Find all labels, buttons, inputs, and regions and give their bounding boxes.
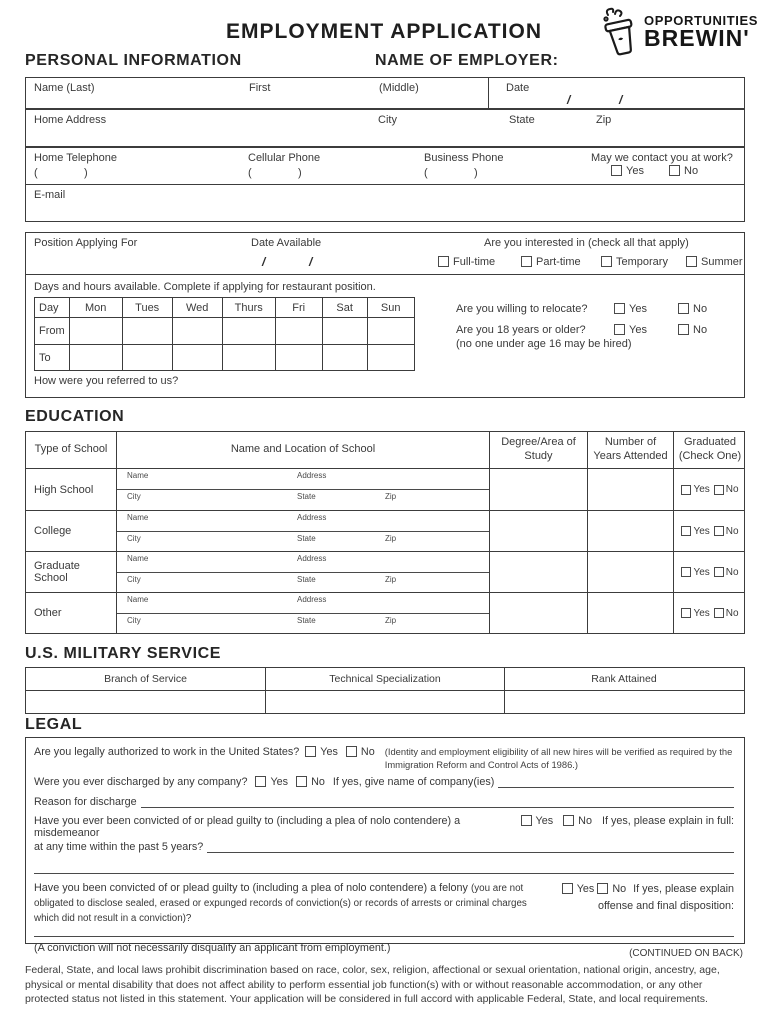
to-row-label: To bbox=[35, 345, 70, 371]
conviction-note: (A conviction will not necessarily disqualify an applicant from employment.) bbox=[34, 941, 391, 954]
hours-cell[interactable] bbox=[275, 345, 322, 371]
state-sublabel: State bbox=[297, 534, 316, 543]
section-heading-employer: NAME OF EMPLOYER: bbox=[375, 52, 559, 69]
avail-slash-1: / bbox=[262, 255, 266, 269]
hours-cell[interactable] bbox=[122, 345, 172, 371]
age18-yes: Yes bbox=[614, 324, 678, 336]
graduated-cell bbox=[673, 593, 746, 633]
graduated-cell bbox=[673, 511, 746, 551]
years-attended-header: Number of Years Attended bbox=[587, 432, 673, 468]
military-table bbox=[25, 667, 745, 714]
reason-label: Reason for discharge bbox=[34, 796, 137, 809]
zip-sublabel: Zip bbox=[385, 616, 397, 625]
days-header-row bbox=[35, 298, 415, 318]
grad-no-label: No bbox=[725, 566, 739, 578]
checkbox-relocate-no[interactable] bbox=[678, 303, 689, 314]
home-phone-paren-open: ( bbox=[34, 167, 38, 179]
grad-yes-label: Yes bbox=[693, 607, 710, 619]
felony-question bbox=[34, 881, 734, 926]
degree-cell[interactable] bbox=[489, 552, 587, 592]
education-row-other bbox=[26, 592, 744, 633]
school-name-location-cell[interactable] bbox=[116, 552, 489, 592]
checkbox-grad-no[interactable] bbox=[714, 485, 724, 495]
zip-sublabel: Zip bbox=[385, 492, 397, 501]
state-sublabel: State bbox=[297, 492, 316, 501]
zip-sublabel: Zip bbox=[385, 534, 397, 543]
relocate-question bbox=[456, 303, 707, 315]
checkbox-grad-yes[interactable] bbox=[681, 526, 691, 536]
name-sublabel: Name bbox=[127, 595, 149, 604]
contact-at-work-label: May we contact you at work? bbox=[591, 152, 733, 164]
felony-answers bbox=[556, 881, 734, 926]
email-row[interactable] bbox=[26, 185, 744, 221]
wed-col-header: Wed bbox=[172, 298, 222, 318]
authorized-yes: Yes bbox=[305, 745, 338, 758]
technical-specialization-header: Technical Specialization bbox=[265, 668, 504, 690]
age18-no: No bbox=[678, 324, 707, 336]
address-row[interactable] bbox=[26, 110, 744, 148]
felony-followup-2: offense and final disposition: bbox=[597, 899, 734, 912]
discharged-label: Were you ever discharged by any company? bbox=[34, 776, 248, 789]
misdemeanor-line1: Have you ever been convicted of or plead guilty to (including a plea of nolo contendere) a misdemeanor bbox=[34, 815, 461, 840]
education-row-college bbox=[26, 510, 744, 551]
business-phone-paren-close: ) bbox=[474, 167, 478, 179]
tues-col-header: Tues bbox=[122, 298, 172, 318]
cell-phone-paren-close: ) bbox=[298, 167, 302, 179]
graduated-header: Graduated (Check One) bbox=[673, 432, 746, 468]
state-sublabel: State bbox=[297, 616, 316, 625]
checkbox-authorized-no[interactable] bbox=[346, 746, 357, 757]
discharged-no: No bbox=[296, 776, 325, 788]
address-sublabel: Address bbox=[297, 471, 327, 480]
hours-from-row bbox=[35, 318, 415, 345]
relocate-label: Are you willing to relocate? bbox=[456, 303, 588, 315]
name-sublabel: Name bbox=[127, 471, 149, 480]
checkbox-grad-no[interactable] bbox=[714, 567, 724, 577]
checkbox-authorized-yes[interactable] bbox=[305, 746, 316, 757]
logo-line1: OPPORTUNITIES bbox=[644, 12, 758, 28]
misdemeanor-line2: at any time within the past 5 years? bbox=[34, 841, 204, 854]
grad-yes-label: Yes bbox=[693, 484, 710, 495]
days-hours-table bbox=[34, 297, 415, 371]
degree-header: Degree/Area of Study bbox=[489, 432, 587, 468]
first-name-label: First bbox=[249, 82, 271, 94]
phones-row[interactable] bbox=[26, 148, 744, 185]
section-heading-education: EDUCATION bbox=[25, 408, 125, 425]
name-address-subrow[interactable] bbox=[117, 593, 489, 613]
grad-no-label: No bbox=[725, 525, 739, 537]
logo-line2: BREWIN' bbox=[644, 24, 750, 51]
position-section bbox=[25, 232, 745, 398]
misdemeanor-no: No bbox=[563, 815, 592, 827]
school-name-location-cell[interactable] bbox=[116, 469, 489, 510]
address-sublabel: Address bbox=[297, 595, 327, 604]
city-label: City bbox=[378, 114, 397, 126]
day-col-header: Day bbox=[35, 298, 70, 318]
hours-cell[interactable] bbox=[322, 318, 367, 345]
company-logo bbox=[600, 6, 758, 58]
cell-phone-paren-open: ( bbox=[248, 167, 252, 179]
education-row-highschool bbox=[26, 469, 744, 510]
avail-slash-2: / bbox=[309, 255, 313, 269]
checkbox-parttime[interactable] bbox=[521, 256, 532, 267]
military-header-row bbox=[26, 668, 744, 691]
thurs-col-header: Thurs bbox=[222, 298, 275, 318]
checkbox-discharged-yes[interactable] bbox=[255, 776, 266, 787]
school-type-label: Graduate School bbox=[34, 560, 80, 584]
middle-name-label: (Middle) bbox=[379, 82, 419, 94]
checkbox-misdemeanor-no[interactable] bbox=[563, 815, 574, 826]
position-row[interactable] bbox=[26, 233, 744, 275]
name-address-subrow[interactable] bbox=[117, 469, 489, 489]
name-address-subrow[interactable] bbox=[117, 511, 489, 531]
fri-col-header: Fri bbox=[275, 298, 322, 318]
state-label: State bbox=[509, 114, 535, 126]
mon-col-header: Mon bbox=[69, 298, 122, 318]
misdemeanor-yes: Yes bbox=[521, 815, 554, 827]
section-heading-personal: PERSONAL INFORMATION bbox=[25, 52, 242, 69]
hours-cell[interactable] bbox=[122, 318, 172, 345]
checkbox-grad-no[interactable] bbox=[714, 526, 724, 536]
education-row-graduate bbox=[26, 551, 744, 592]
degree-cell[interactable] bbox=[489, 593, 587, 633]
sun-col-header: Sun bbox=[367, 298, 414, 318]
graduated-cell bbox=[673, 552, 746, 592]
eeo-disclaimer: Federal, State, and local laws prohibit discrimination based on race, color, sex, religion, affectional or sexual orientation, national origin, ancestry, age, physical or mental disability that does not affect ability to perform essential job function(s) with or without reasonable accommodation, or any other protected status not listed in this statement. Your application will be considered in full accord with applicable Federal, State, and local requirements. bbox=[25, 964, 720, 1006]
business-phone-label: Business Phone bbox=[424, 152, 504, 164]
checkbox-grad-yes[interactable] bbox=[681, 608, 691, 618]
hours-cell[interactable] bbox=[322, 345, 367, 371]
city-sublabel: City bbox=[127, 575, 141, 584]
city-state-zip-subrow[interactable] bbox=[117, 613, 489, 632]
personal-info-table bbox=[25, 77, 745, 222]
logo-text bbox=[644, 13, 758, 52]
grad-yes-label: Yes bbox=[693, 525, 710, 537]
age-question bbox=[456, 324, 707, 336]
home-telephone-label: Home Telephone bbox=[34, 152, 117, 164]
days-hours-note: Days and hours available. Complete if applying for restaurant position. bbox=[34, 281, 376, 293]
branch-cell[interactable] bbox=[26, 691, 265, 713]
continued-on-back: (CONTINUED ON BACK) bbox=[629, 948, 743, 959]
misdemeanor-answers bbox=[521, 815, 734, 827]
graduated-cell bbox=[673, 469, 746, 510]
interest-parttime: Part-time bbox=[521, 256, 581, 268]
checkbox-age18-yes[interactable] bbox=[614, 324, 625, 335]
position-questions bbox=[456, 303, 707, 350]
contact-at-work-no: No bbox=[669, 165, 698, 177]
from-row-label: From bbox=[35, 318, 70, 345]
reason-line[interactable] bbox=[141, 796, 734, 808]
address-sublabel: Address bbox=[297, 513, 327, 522]
authorized-note: (Identity and employment eligibility of all new hires will be verified as required by the Immigration Reform and Control Acts of 1986.) bbox=[384, 746, 733, 771]
rank-cell[interactable] bbox=[504, 691, 743, 713]
city-state-zip-subrow[interactable] bbox=[117, 489, 489, 508]
discharged-yes: Yes bbox=[255, 776, 288, 788]
education-header-row bbox=[26, 432, 744, 469]
section-heading-military: U.S. MILITARY SERVICE bbox=[25, 645, 222, 662]
checkbox-grad-yes[interactable] bbox=[681, 485, 691, 495]
grad-yes-label: Yes bbox=[693, 566, 710, 578]
discharge-reason-row bbox=[34, 796, 734, 808]
felony-no: No bbox=[597, 883, 626, 895]
education-table bbox=[25, 431, 745, 634]
city-state-zip-subrow[interactable] bbox=[117, 572, 489, 591]
hours-cell[interactable] bbox=[222, 318, 275, 345]
hours-cell[interactable] bbox=[69, 345, 122, 371]
years-cell[interactable] bbox=[587, 469, 673, 510]
interested-in-label: Are you interested in (check all that apply) bbox=[484, 237, 689, 249]
page-title: EMPLOYMENT APPLICATION bbox=[226, 20, 542, 43]
school-name-location-cell[interactable] bbox=[116, 593, 489, 633]
zip-label: Zip bbox=[596, 114, 612, 126]
hours-cell[interactable] bbox=[172, 318, 222, 345]
city-sublabel: City bbox=[127, 492, 141, 501]
date-label: Date bbox=[506, 82, 530, 94]
school-name-location-cell[interactable] bbox=[116, 511, 489, 551]
misdemeanor-line2-row bbox=[34, 841, 734, 853]
state-sublabel: State bbox=[297, 575, 316, 584]
name-date-row[interactable] bbox=[26, 78, 744, 110]
checkbox-grad-yes[interactable] bbox=[681, 567, 691, 577]
section-heading-legal: LEGAL bbox=[25, 716, 83, 733]
date-slash-1: / bbox=[567, 93, 571, 107]
degree-cell[interactable] bbox=[489, 469, 587, 510]
checkbox-discharged-no[interactable] bbox=[296, 776, 307, 787]
grad-no-label: No bbox=[725, 607, 739, 619]
checkbox-relocate-yes[interactable] bbox=[614, 303, 625, 314]
position-applying-label: Position Applying For bbox=[34, 237, 138, 249]
school-type-label: College bbox=[34, 525, 72, 537]
hours-cell[interactable] bbox=[367, 318, 414, 345]
home-phone-paren-close: ) bbox=[84, 167, 88, 179]
misdemeanor-explain-line[interactable] bbox=[207, 841, 734, 853]
name-sublabel: Name bbox=[127, 513, 149, 522]
name-last-label: Name (Last) bbox=[34, 82, 95, 94]
contact-at-work-yes: Yes bbox=[611, 165, 644, 177]
relocate-no: No bbox=[678, 303, 707, 315]
rank-attained-header: Rank Attained bbox=[504, 668, 743, 690]
checkbox-age18-no[interactable] bbox=[678, 324, 689, 335]
school-type-label: High School bbox=[34, 483, 94, 496]
type-of-school-header: Type of School bbox=[34, 443, 108, 456]
felony-followup-1: If yes, please explain bbox=[633, 883, 734, 896]
checkbox-misdemeanor-yes[interactable] bbox=[521, 815, 532, 826]
disposition-blank-line[interactable] bbox=[34, 926, 734, 937]
misdemeanor-question bbox=[34, 815, 734, 839]
name-location-header: Name and Location of School bbox=[116, 432, 489, 468]
checkbox-temporary[interactable] bbox=[601, 256, 612, 267]
checkbox-fulltime[interactable] bbox=[438, 256, 449, 267]
felony-text: Have you been convicted of or plead guilty to (including a plea of nolo contendere) a felony (you are not obligated to disclose sealed, erased or expunged records of conviction(s) or records of arrests or criminal charges which did not result in a conviction)? bbox=[34, 882, 527, 925]
explanation-blank-line[interactable] bbox=[34, 853, 734, 874]
city-sublabel: City bbox=[127, 616, 141, 625]
years-cell[interactable] bbox=[587, 511, 673, 551]
authorized-no: No bbox=[346, 745, 375, 758]
checkbox-grad-no[interactable] bbox=[714, 608, 724, 618]
company-name-label: If yes, give name of company(ies) bbox=[332, 776, 495, 789]
checkbox-summer[interactable] bbox=[686, 256, 697, 267]
sat-col-header: Sat bbox=[322, 298, 367, 318]
hours-cell[interactable] bbox=[275, 318, 322, 345]
business-phone-paren-open: ( bbox=[424, 167, 428, 179]
years-cell[interactable] bbox=[587, 552, 673, 592]
referred-question[interactable]: How were you referred to us? bbox=[34, 375, 179, 387]
company-name-line[interactable] bbox=[498, 776, 734, 788]
address-sublabel: Address bbox=[297, 554, 327, 563]
interest-summer: Summer bbox=[686, 256, 743, 268]
discharged-question bbox=[34, 776, 734, 788]
felony-yes: Yes bbox=[562, 883, 595, 895]
grad-no-label: No bbox=[725, 484, 739, 495]
hours-cell[interactable] bbox=[367, 345, 414, 371]
felony-paren-note: (you are not obligated to disclose sealed, erased or expunged records of conviction(s) or records of arrests or criminal charges which did not result in a conviction)? bbox=[34, 883, 527, 925]
military-entry-row bbox=[26, 691, 744, 713]
name-sublabel: Name bbox=[127, 554, 149, 563]
age-note: (no one under age 16 may be hired) bbox=[456, 338, 632, 350]
hours-cell[interactable] bbox=[172, 345, 222, 371]
hours-cell[interactable] bbox=[69, 318, 122, 345]
specialization-cell[interactable] bbox=[265, 691, 504, 713]
degree-cell[interactable] bbox=[489, 511, 587, 551]
date-slash-2: / bbox=[619, 93, 623, 107]
authorized-question bbox=[34, 745, 734, 771]
zip-sublabel: Zip bbox=[385, 575, 397, 584]
years-cell[interactable] bbox=[587, 593, 673, 633]
hours-cell[interactable] bbox=[222, 345, 275, 371]
city-sublabel: City bbox=[127, 534, 141, 543]
authorized-label: Are you legally authorized to work in the United States? bbox=[34, 746, 300, 758]
misdemeanor-followup: If yes, please explain in full: bbox=[601, 815, 734, 828]
school-type-label: Other bbox=[34, 607, 62, 619]
relocate-yes: Yes bbox=[614, 303, 678, 315]
age18-label: Are you 18 years or older? bbox=[456, 324, 586, 336]
checkbox-contact-yes[interactable] bbox=[611, 165, 622, 176]
date-cell-divider bbox=[488, 78, 489, 108]
name-address-subrow[interactable] bbox=[117, 552, 489, 572]
checkbox-felony-yes[interactable] bbox=[562, 883, 573, 894]
home-address-label: Home Address bbox=[34, 114, 107, 126]
checkbox-contact-no[interactable] bbox=[669, 165, 680, 176]
interest-fulltime: Full-time bbox=[438, 256, 495, 268]
hours-to-row bbox=[35, 345, 415, 371]
checkbox-felony-no[interactable] bbox=[597, 883, 608, 894]
date-available-label: Date Available bbox=[251, 237, 322, 249]
coffee-cup-icon bbox=[600, 6, 642, 58]
branch-of-service-header: Branch of Service bbox=[104, 673, 187, 685]
cellular-phone-label: Cellular Phone bbox=[248, 152, 321, 164]
city-state-zip-subrow[interactable] bbox=[117, 531, 489, 550]
email-label: E-mail bbox=[34, 189, 66, 201]
interest-temporary: Temporary bbox=[601, 256, 668, 268]
